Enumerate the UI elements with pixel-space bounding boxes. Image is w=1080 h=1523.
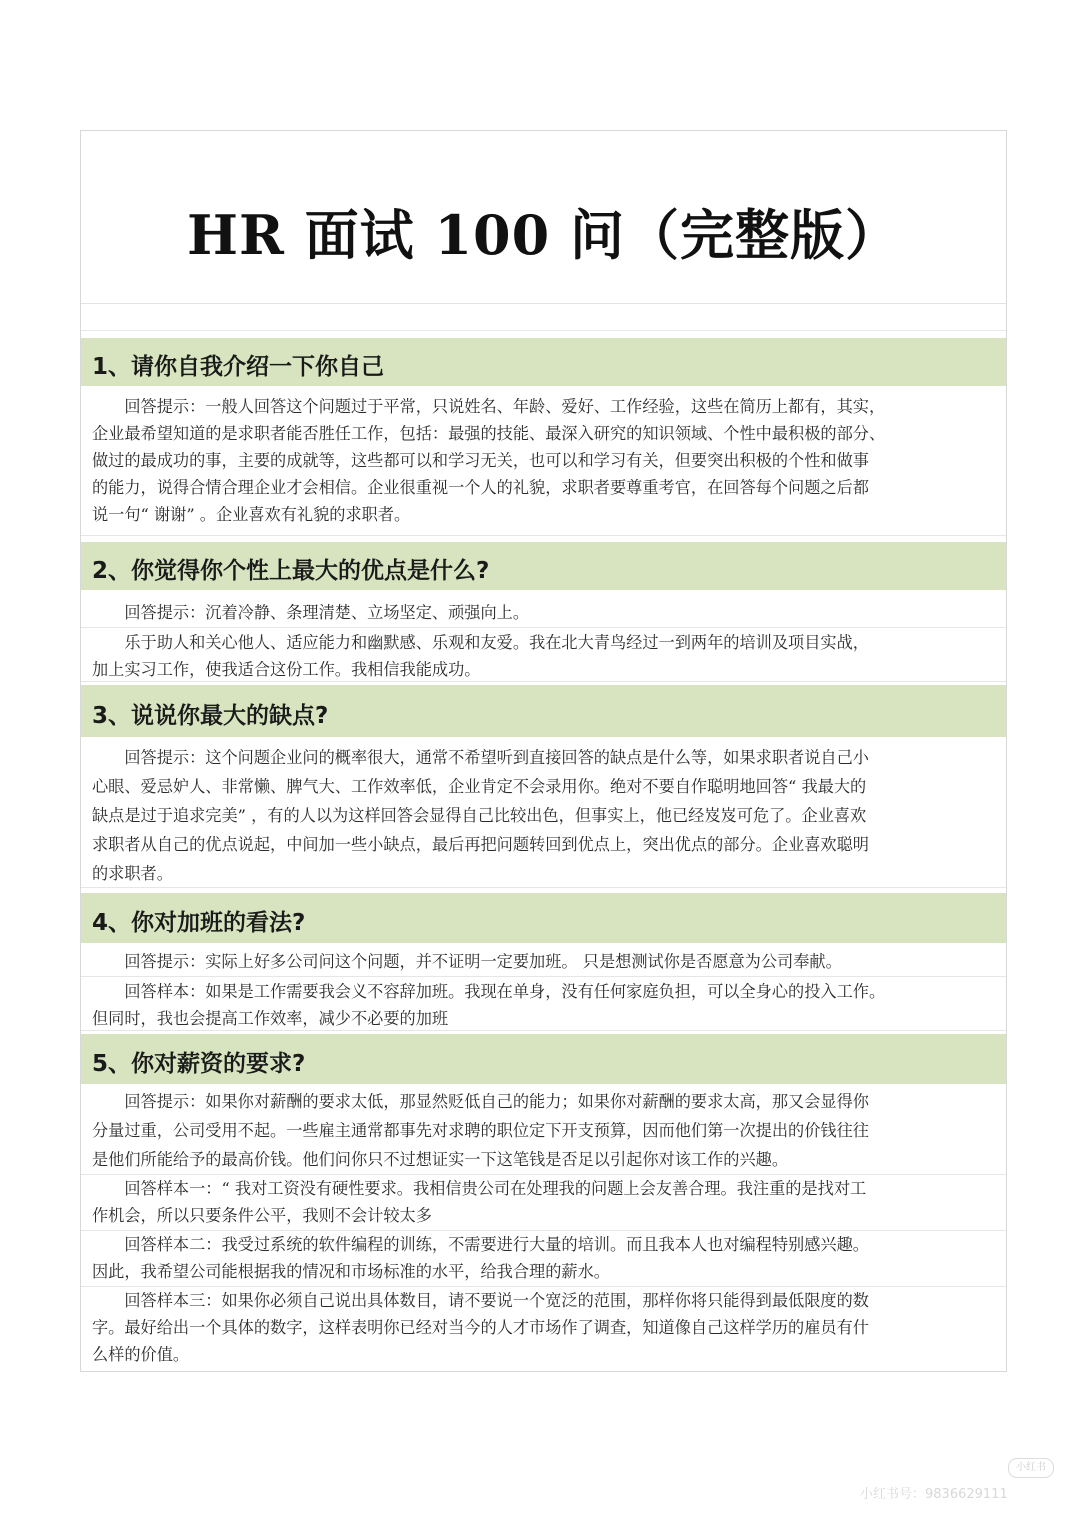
row-divider — [81, 535, 1006, 536]
section-4-heading-band — [81, 893, 1006, 943]
section-5-line-9: 字。最好给出一个具体的数字，这样表明你已经对当今的人才市场作了调查，知道像自己这样学历的雇员有什 — [92, 1318, 869, 1337]
row-divider — [81, 1030, 1006, 1031]
section-4-line-2: 回答样本：如果是工作需要我会义不容辞加班。我现在单身，没有任何家庭负担，可以全身心的投入工作。 — [92, 982, 886, 1001]
watermark-text: 小红书号：9836629111 — [860, 1487, 1008, 1502]
row-divider — [81, 1230, 1006, 1231]
section-2-heading-band — [81, 542, 1006, 590]
section-1-line-4: 的能力，说得合情合理企业才会相信。企业很重视一个人的礼貌，求职者要尊重考官，在回答每个问题之后都 — [92, 478, 869, 497]
section-2-heading: 2、你觉得你个性上最大的优点是什么? — [92, 558, 490, 584]
section-3-heading: 3、说说你最大的缺点? — [92, 703, 329, 729]
section-3-line-5: 的求职者。 — [92, 864, 173, 883]
section-3-line-1: 回答提示：这个问题企业问的概率很大，通常不希望听到直接回答的缺点是什么等，如果求职者说自己小 — [92, 748, 869, 767]
row-divider — [81, 1174, 1006, 1175]
section-5-line-6: 回答样本二：我受过系统的软件编程的训练，不需要进行大量的培训。而且我本人也对编程特别感兴趣。 — [92, 1235, 869, 1254]
section-5-line-10: 么样的价值。 — [92, 1345, 190, 1364]
section-1-line-5: 说一句“ 谢谢” 。企业喜欢有礼貌的求职者。 — [92, 505, 411, 524]
section-5-heading-band — [81, 1034, 1006, 1084]
section-1-heading-band — [81, 338, 1006, 386]
section-4-heading: 4、你对加班的看法? — [92, 910, 306, 936]
section-5-line-7: 因此，我希望公司能根据我的情况和市场标准的水平，给我合理的薪水。 — [92, 1262, 610, 1281]
section-1-line-2: 企业最希望知道的是求职者能否胜任工作，包括：最强的技能、最深入研究的知识领域、个性中最积极的部分、 — [92, 424, 886, 443]
section-5-line-2: 分量过重，公司受用不起。一些雇主通常都事先对求聘的职位定下开支预算，因而他们第一次提出的价钱往往 — [92, 1121, 869, 1140]
row-divider — [81, 976, 1006, 977]
section-4-line-1: 回答提示：实际上好多公司问这个问题，并不证明一定要加班。 只是想测试你是否愿意为公司奉献。 — [92, 952, 842, 971]
title-area — [81, 131, 1006, 304]
row-divider — [81, 887, 1006, 888]
section-1-line-1: 回答提示：一般人回答这个问题过于平常，只说姓名、年龄、爱好、工作经验，这些在简历上都有，其实， — [92, 397, 886, 416]
section-2-line-3: 加上实习工作，使我适合这份工作。我相信我能成功。 — [92, 660, 481, 679]
row-divider — [81, 681, 1006, 682]
document-sheet — [80, 130, 1007, 1372]
section-3-line-4: 求职者从自己的优点说起，中间加一些小缺点，最后再把问题转回到优点上，突出优点的部分。企业喜欢聪明 — [92, 835, 869, 854]
row-divider — [81, 1286, 1006, 1287]
section-5-line-4: 回答样本一：“ 我对工资没有硬性要求。我相信贵公司在处理我的问题上会友善合理。我注重的是找对工 — [92, 1179, 867, 1198]
section-1-heading: 1、请你自我介绍一下你自己 — [92, 354, 385, 380]
section-5-line-3: 是他们所能给予的最高价钱。他们问你只不过想证实一下这笔钱是否足以引起你对该工作的兴趣。 — [92, 1150, 789, 1169]
section-4-line-3: 但同时，我也会提高工作效率，减少不必要的加班 — [92, 1009, 449, 1028]
section-2-line-1: 回答提示：沉着冷静、条理清楚、立场坚定、顽强向上。 — [92, 603, 530, 622]
section-5-line-1: 回答提示：如果你对薪酬的要求太低，那显然贬低自己的能力；如果你对薪酬的要求太高，那又会显得你 — [92, 1092, 869, 1111]
watermark-logo: 小红书 — [1008, 1458, 1054, 1478]
section-3-line-3: 缺点是过于追求完美” ，有的人以为这样回答会显得自己比较出色，但事实上，他已经岌岌可危了。企业喜欢 — [92, 806, 867, 825]
section-5-line-5: 作机会，所以只要条件公平，我则不会计较太多 — [92, 1206, 432, 1225]
section-1-line-3: 做过的最成功的事，主要的成就等，这些都可以和学习无关，也可以和学习有关，但要突出积极的个性和做事 — [92, 451, 869, 470]
section-5-line-8: 回答样本三：如果你必须自己说出具体数目，请不要说一个宽泛的范围，那样你将只能得到最低限度的数 — [92, 1291, 869, 1310]
section-5-heading: 5、你对薪资的要求? — [92, 1051, 306, 1077]
section-3-line-2: 心眼、爱忌妒人、非常懒、脾气大、工作效率低，企业肯定不会录用你。绝对不要自作聪明地回答“ 我最大的 — [92, 777, 867, 796]
section-3-heading-band — [81, 685, 1006, 737]
section-2-line-2: 乐于助人和关心他人、适应能力和幽默感、乐观和友爱。我在北大青鸟经过一到两年的培训及项目实战， — [92, 633, 869, 652]
page-title: HR 面试 100 问（完整版） — [186, 203, 901, 267]
spacer-row — [81, 304, 1006, 331]
row-divider — [81, 627, 1006, 628]
